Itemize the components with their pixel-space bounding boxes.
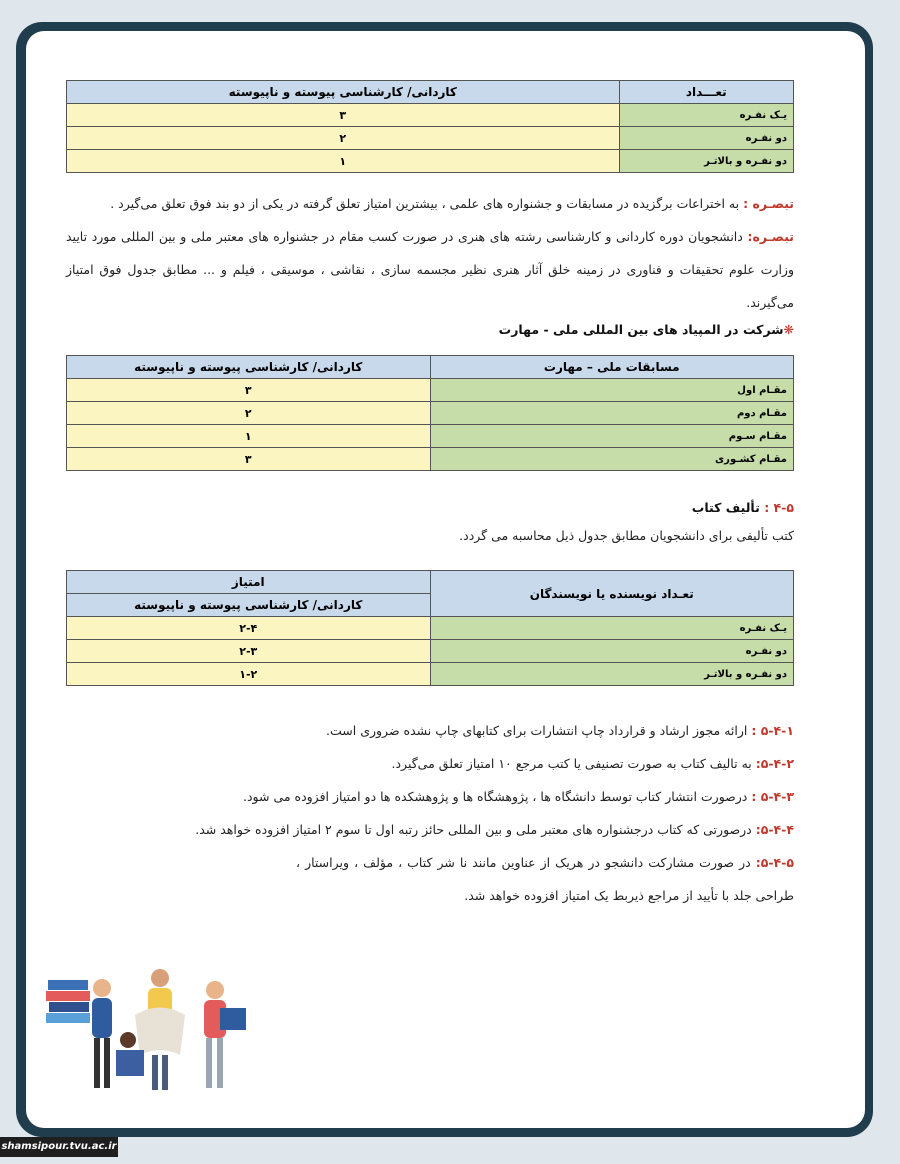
book-item — [66, 714, 794, 747]
note-art-students — [66, 220, 794, 319]
row-value: ۲ — [67, 127, 620, 150]
readers-illustration — [40, 960, 270, 1100]
book-item — [66, 747, 794, 780]
row-value: ۳ — [67, 379, 431, 402]
table-row — [67, 104, 794, 127]
book-heading — [66, 497, 794, 519]
table-row — [67, 425, 794, 448]
item-number: ۵-۴-۴: — [755, 822, 794, 837]
row-label: مقـام اول — [430, 379, 794, 402]
item-number: ۵-۴-۱ : — [751, 723, 794, 738]
row-value: ۱ — [67, 425, 431, 448]
item-number: ۵-۴-۳ : — [751, 789, 794, 804]
row-label: دو نفـره — [619, 127, 793, 150]
row-value: ۲ — [67, 402, 431, 425]
row-label: دو نفـره — [430, 640, 794, 663]
note-text: به اختراعات برگزیده در مسابقات و جشنواره های علمی ، بیشترین امتیاز تعلق گرفته در یکی از دو بند فوق تعلق می‌گیرد . — [110, 196, 740, 211]
site-watermark: shamsipour.tvu.ac.ir — [0, 1137, 118, 1157]
olympiad-title: شرکت در المپیاد های بین المللی ملی - مهارت — [498, 322, 784, 337]
header-authors: تعـداد نویسنده یا نویسندگان — [430, 571, 794, 617]
item-text: به تالیف کتاب به صورت تصنیفی یا کتب مرجع ۱۰ امتیاز تعلق می‌گیرد. — [391, 756, 752, 771]
olympiad-heading — [66, 319, 794, 341]
header-degree: کاردانی/ کارشناسی پیوسته و ناپیوسته — [67, 594, 431, 617]
header-score: امتیاز — [67, 571, 431, 594]
table-row — [67, 448, 794, 471]
header-degree: کاردانی/ کارشناسی پیوسته و ناپیوسته — [67, 356, 431, 379]
book-item — [66, 780, 794, 813]
note-label: تبصـره: — [747, 229, 794, 244]
row-value: ۳ — [67, 104, 620, 127]
table-row — [67, 379, 794, 402]
book-item — [66, 813, 794, 846]
section-title: تألیف کتاب — [691, 500, 760, 515]
book-item — [296, 846, 794, 912]
header-competition: مسابقات ملی – مهارت — [430, 356, 794, 379]
table-row — [67, 663, 794, 686]
note-label: تبصـره : — [743, 196, 794, 211]
row-label: دو نفـره و بالاتـر — [619, 150, 793, 173]
header-count: تعـــداد — [619, 81, 793, 104]
row-label: یـک نفـره — [430, 617, 794, 640]
note-text: دانشجویان دوره کاردانی و کارشناسی رشته های هنری در صورت کسب مقام در جشنواره های معتبر ملی و بین المللی مورد تایید وزارت علوم تحقیقات و فناوری در زمینه خلق آثار هنری نظیر مجسمه سازی ، نقاشی ، موسیقی ، فیلم و ... مطابق جدول فوق امتیاز می‌گیرند. — [66, 229, 794, 310]
table-row — [67, 617, 794, 640]
item-number: ۵-۴-۵: — [755, 855, 794, 870]
row-label: مقـام کشـوری — [430, 448, 794, 471]
olympiad-table — [66, 355, 794, 471]
row-label: دو نفـره و بالاتـر — [430, 663, 794, 686]
item-text: درصورتی که کتاب درجشنواره های معتبر ملی و بین المللی حائز رتبه اول تا سوم ۲ امتیاز افزوده خواهد شد. — [195, 822, 752, 837]
table-row — [67, 640, 794, 663]
item-text: ارائه مجوز ارشاد و قرارداد چاپ انتشارات برای کتابهای چاپ نشده ضروری است. — [326, 723, 748, 738]
row-value: ۳ — [67, 448, 431, 471]
count-score-table — [66, 80, 794, 173]
book-score-table — [66, 570, 794, 686]
star-icon: ❋ — [783, 322, 794, 337]
row-value: ۲-۳ — [67, 640, 431, 663]
row-value: ۲-۴ — [67, 617, 431, 640]
table-row — [67, 402, 794, 425]
item-text: درصورت انتشار کتاب توسط دانشگاه ها ، پژوهشگاه ها و پژوهشکده ها دو امتیاز افزوده می شود. — [243, 789, 748, 804]
row-value: ۱ — [67, 150, 620, 173]
book-intro: کتب تألیفی برای دانشجویان مطابق جدول ذیل محاسبه می گردد. — [459, 528, 794, 543]
row-label: مقـام سـوم — [430, 425, 794, 448]
section-number: ۴-۵ : — [764, 500, 794, 515]
document-content — [66, 80, 794, 912]
row-value: ۱-۲ — [67, 663, 431, 686]
header-degree: کاردانی/ کارشناسی پیوسته و ناپیوسته — [67, 81, 620, 104]
row-label: یـک نفـره — [619, 104, 793, 127]
item-number: ۵-۴-۲: — [755, 756, 794, 771]
note-inventions — [66, 187, 794, 220]
row-label: مقـام دوم — [430, 402, 794, 425]
item-text: در صورت مشارکت دانشجو در هریک از عناوین مانند نا شر کتاب ، مؤلف ، ویراستار ، طراحی جلد با تأیید از مراجع ذیربط یک امتیاز افزوده خواهد شد. — [296, 855, 794, 903]
table-row — [67, 127, 794, 150]
table-row — [67, 150, 794, 173]
